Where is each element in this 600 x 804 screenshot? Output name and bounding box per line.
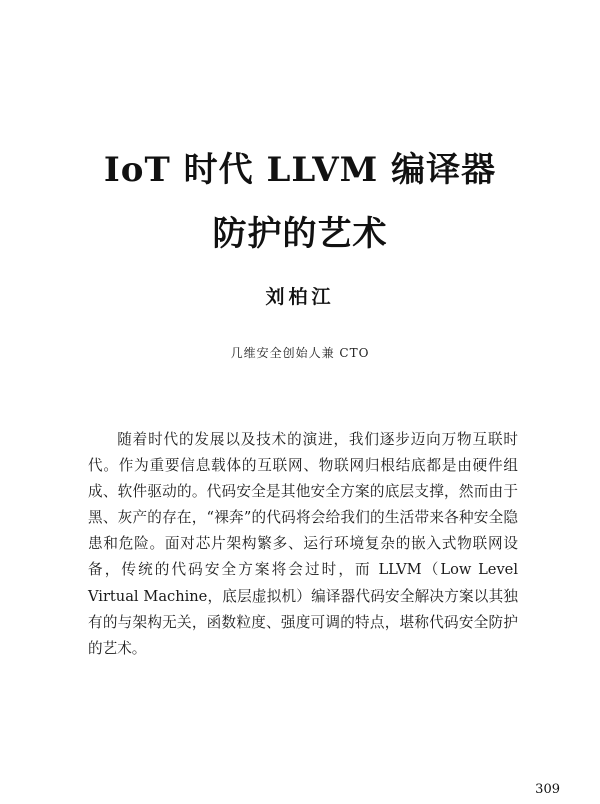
article-title-line1: IoT 时代 LLVM 编译器	[103, 150, 497, 190]
author-name: 刘柏江	[265, 286, 335, 308]
article-title-line2: 防护的艺术	[212, 214, 388, 254]
body-paragraph: 随着时代的发展以及技术的演进，我们逐步迈向万物互联时代。作为重要信息载体的互联网、物联网归根结底都是由硬件组成、软件驱动的。代码安全是其他安全方案的底层支撑，然而由于黑、灰产的存在，“裸奔”的代码将会给我们的生活带来各种安全隐患和危险。面对芯片架构繁多、运行环境复杂的嵌入式物联网设备，传统的代码安全方案将会过时，而 LLVM（Low Level Virtual Machine，底层虚拟机）编译器代码安全解决方案以其独有的与架构无关，函数粒度、强度可调的特点，堪称代码安全防护的艺术。	[88, 431, 518, 657]
page-number: 309	[535, 782, 560, 797]
author-affiliation: 几维安全创始人兼 CTO	[230, 346, 370, 360]
